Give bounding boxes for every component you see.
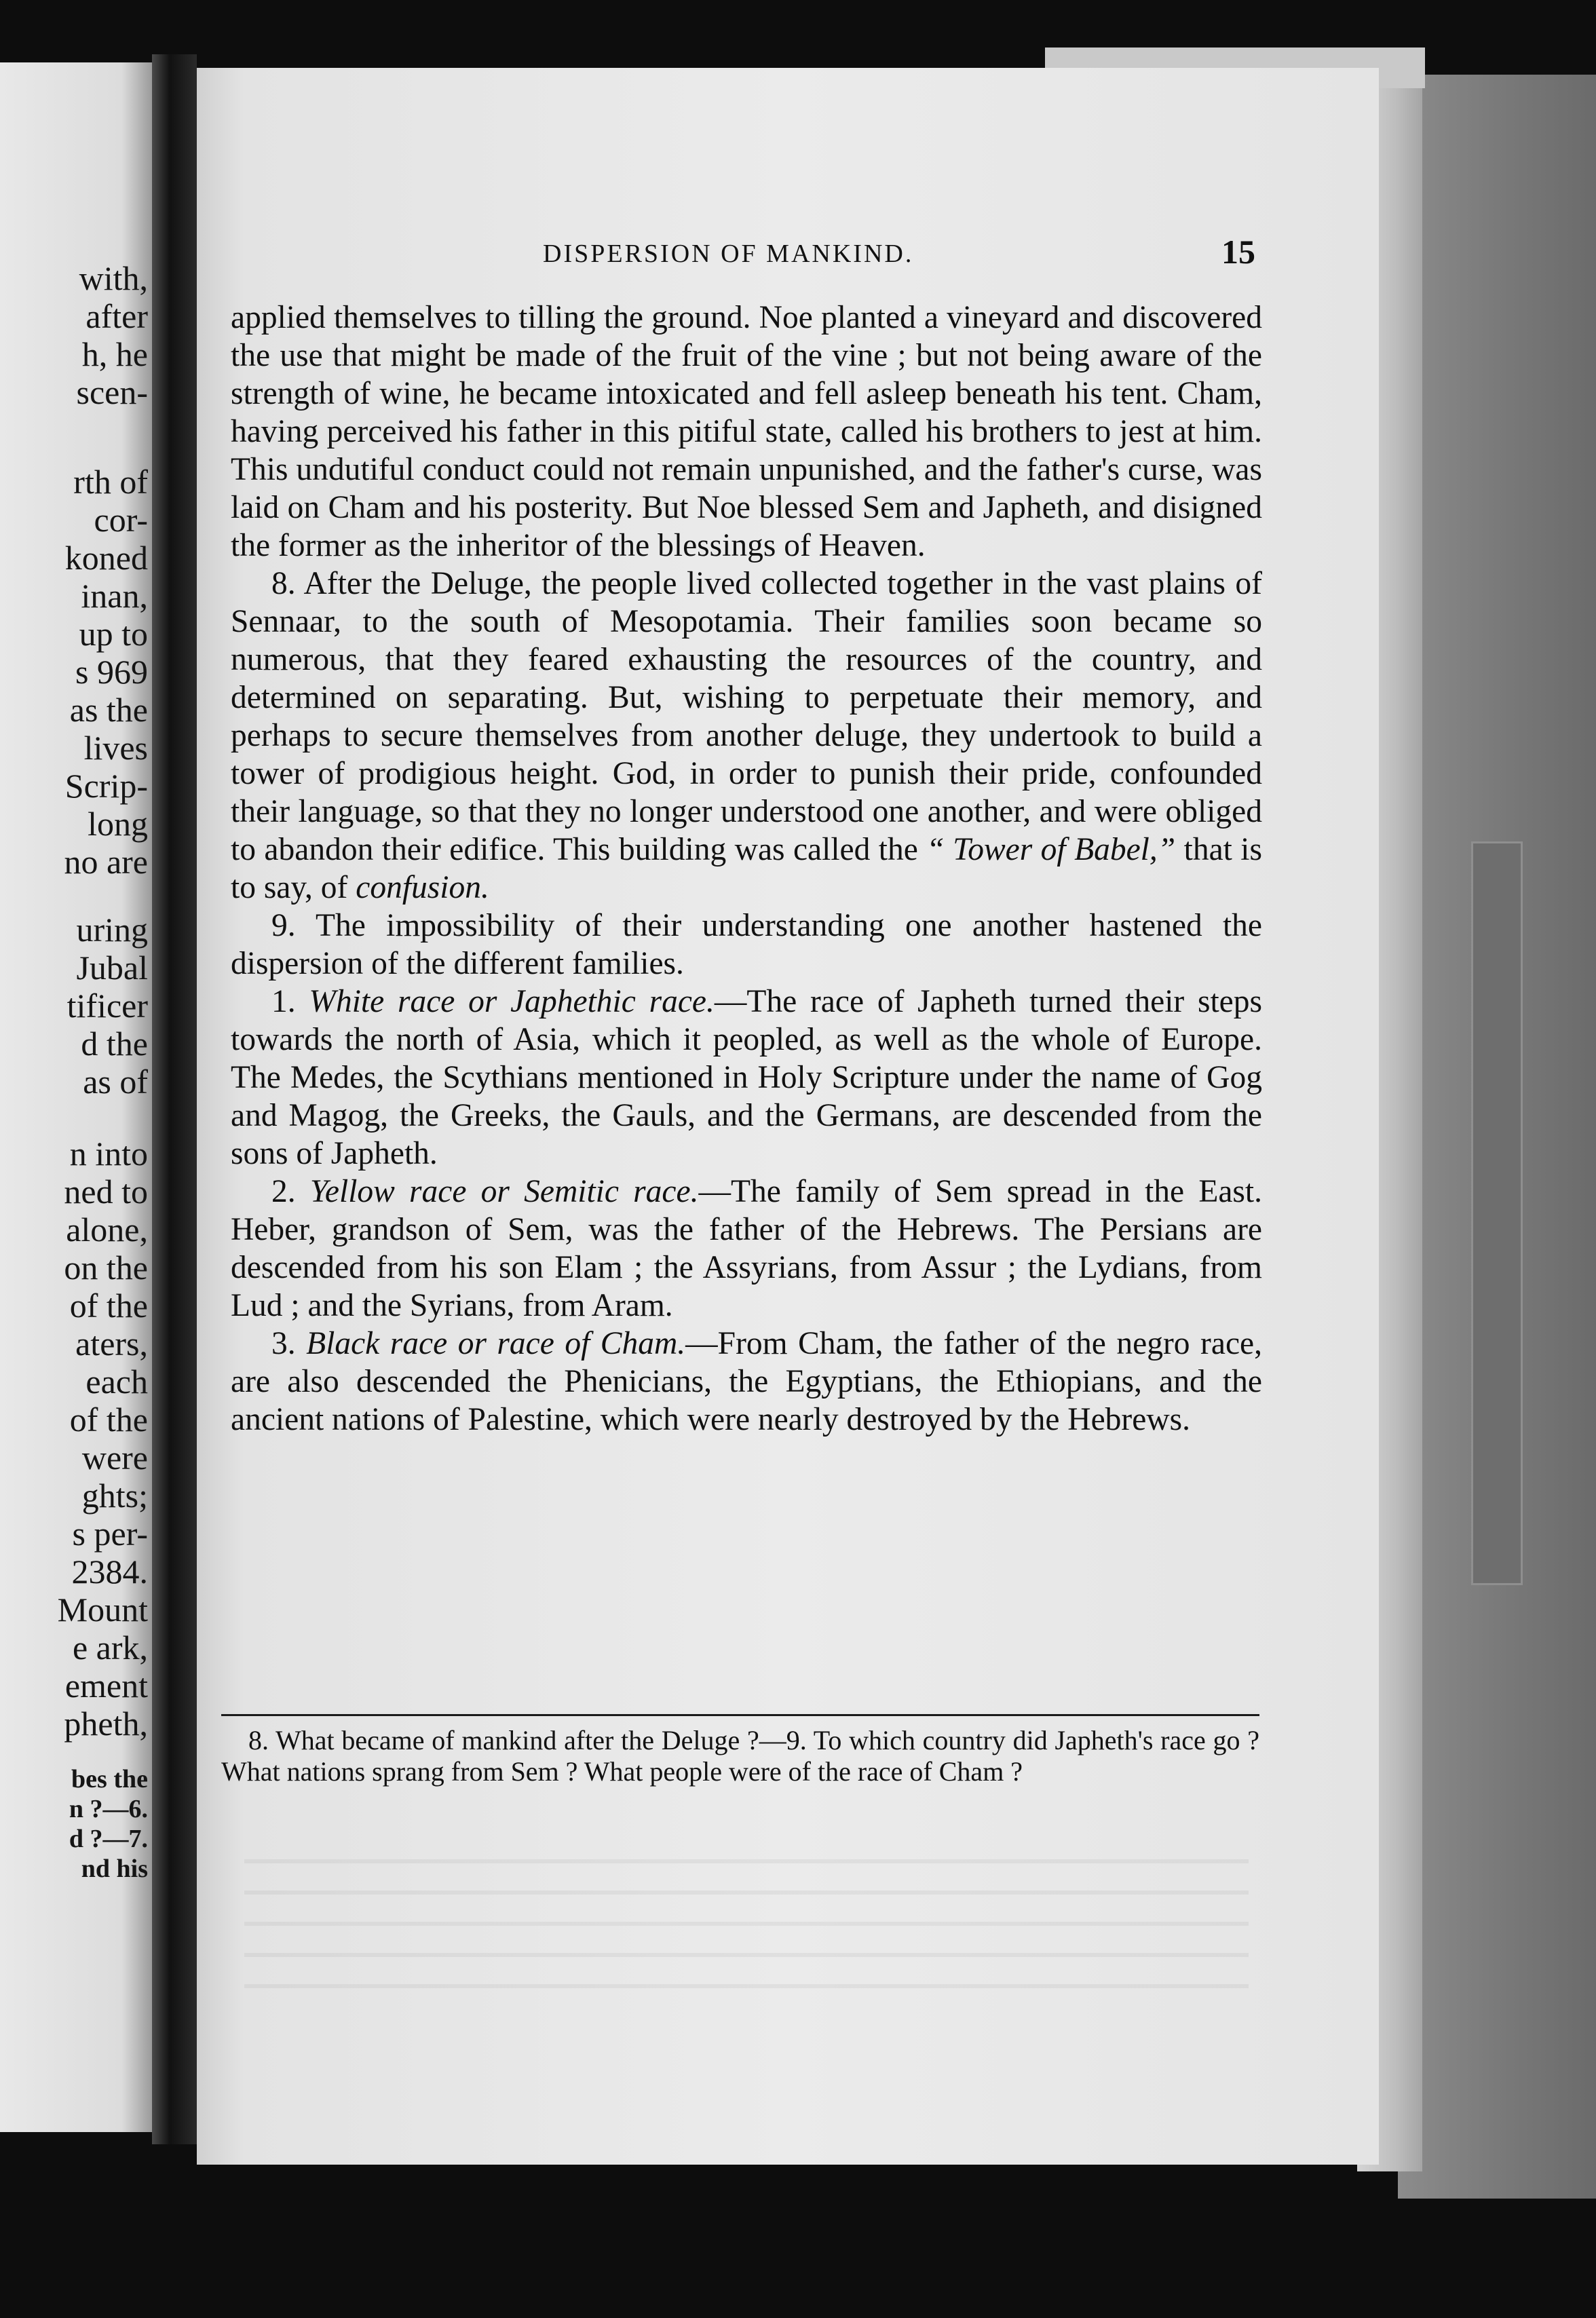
left-page-line: as of xyxy=(83,1063,148,1101)
left-page-question-line: n ?—6. xyxy=(69,1795,148,1823)
race-1-text: —The race of Japheth turned their steps towards the north of Asia, which it peopled, as well as the whole of Europe. The Medes, the Scythians mentioned in Holy Scripture under the name of Gog and Magog, the Greeks, the Gauls, and the Germans, are descended from the sons of Japheth. xyxy=(231,984,1262,1171)
left-page-line: cor- xyxy=(94,501,148,539)
left-page-fragment xyxy=(0,62,152,2132)
left-page-line: long xyxy=(88,805,148,843)
page-number: 15 xyxy=(1221,233,1255,271)
paragraph-8-text: 8. After the Deluge, the people lived collected together in the vast plains of Sennaar, to the south of Mesopotamia. Their families soon became so numerous, that they feared exhausting the resources of the country, and determined on separating. But, wishing to perpetuate their memory, and perhaps to secure themselves from another deluge, they undertook to build a tower of prodigious height. God, in order to punish their pride, confounded their language, so that they no longer understood one another, and were obliged to abandon their edifice. This building was called the xyxy=(231,566,1262,867)
library-stamp xyxy=(1471,841,1523,1585)
paragraph-9: 9. The impossibility of their understanding one another hastened the dispersion of the different families. xyxy=(231,908,1262,981)
left-page-line: Scrip- xyxy=(64,767,148,805)
left-page-line: of the xyxy=(69,1401,148,1439)
left-page-line: aters, xyxy=(75,1325,148,1363)
left-page-line: Mount xyxy=(57,1591,148,1629)
left-page-line: uring xyxy=(76,911,148,949)
left-page-line: each xyxy=(86,1363,148,1401)
race-1-number: 1. xyxy=(271,984,296,1019)
left-page-line: alone, xyxy=(66,1211,148,1249)
left-page-line: koned xyxy=(64,539,148,577)
tower-of-babel: “ Tower of Babel,” xyxy=(926,832,1176,867)
left-page-line: e ark, xyxy=(72,1629,148,1667)
left-page-question-line: bes the xyxy=(71,1765,148,1793)
race-2-text: —The family of Sem spread in the East. Heber, grandson of Sem, was the father of the Hebrews. The Persians are descended from his son Elam ; the Assyrians, from Assur ; the Lydians, from Lud ; and the Syrians, from Aram. xyxy=(231,1174,1262,1323)
paragraph-continued: applied themselves to tilling the ground. Noe planted a vineyard and discovered the use that might be made of the fruit of the vine ; but not being aware of the strength of wine, he became intoxicated and fell asleep beneath his tent. Cham, having perceived his father in this pitiful state, called his brothers to jest at him. This undutiful conduct could not remain unpunished, and the father's curse, was laid on Cham and his posterity. But Noe blessed Sem and Japheth, and disigned the former as the inheritor of the blessings of Heaven. xyxy=(231,300,1262,563)
body-text xyxy=(231,299,1262,1439)
footnote-rule xyxy=(221,1714,1259,1716)
questions-text: 8. What became of mankind after the Deluge ?—9. To which country did Japheth's race go ? What nations sprang from Sem ? What people were of the race of Cham ? xyxy=(221,1725,1259,1787)
left-page-line: on the xyxy=(64,1249,148,1287)
race-2-number: 2. xyxy=(271,1174,296,1209)
race-3-text: —From Cham, the father of the negro race, are also descended the Phenicians, the Egyptians, the Ethiopians, and the ancient nations of Palestine, which were nearly destroyed by the Hebrews. xyxy=(231,1326,1262,1437)
left-page-line: scen- xyxy=(76,373,148,411)
race-3-title: Black race or race of Cham. xyxy=(306,1326,686,1361)
left-page-line: no are xyxy=(64,843,148,881)
race-1 xyxy=(231,983,1262,1173)
left-page-line: s per- xyxy=(72,1515,148,1553)
left-page-line: ement xyxy=(64,1667,148,1705)
left-page-line: tificer xyxy=(66,987,148,1025)
left-page-line: d the xyxy=(81,1025,148,1063)
race-2-title: Yellow race or Semitic race. xyxy=(309,1174,699,1209)
left-page-line: ned to xyxy=(64,1173,148,1211)
left-page-line: 2384. xyxy=(71,1553,148,1591)
race-1-title: White race or Japhethic race. xyxy=(309,984,715,1019)
race-3 xyxy=(231,1325,1262,1439)
left-page-line: Jubal xyxy=(76,949,148,987)
left-page-line: lives xyxy=(83,729,148,767)
left-page-line: after xyxy=(86,297,148,335)
left-page-line: up to xyxy=(79,615,148,653)
book-gutter xyxy=(152,54,197,2144)
left-page-line: were xyxy=(81,1439,148,1477)
left-page-line: inan, xyxy=(81,577,148,615)
confusion-word: confusion. xyxy=(356,870,489,905)
left-page-line: ghts; xyxy=(81,1477,148,1515)
left-page-line: pheth, xyxy=(64,1705,148,1743)
bleed-through-text xyxy=(244,1832,1249,2002)
race-3-number: 3. xyxy=(271,1326,296,1361)
left-page-line: rth of xyxy=(73,463,148,501)
left-page-line: s 969 xyxy=(75,653,148,691)
left-page-line: with, xyxy=(79,259,148,297)
paragraph-8 xyxy=(231,565,1262,907)
running-header: DISPERSION OF MANKIND. xyxy=(543,240,914,268)
paragraph-8-mid: that is to say, of xyxy=(231,832,1262,905)
left-page-question-line: d ?—7. xyxy=(69,1825,148,1853)
race-2 xyxy=(231,1173,1262,1325)
left-page-line: of the xyxy=(69,1287,148,1325)
left-page-line: n into xyxy=(69,1135,148,1173)
left-page-line: as the xyxy=(69,691,148,729)
left-page-question-line: nd his xyxy=(81,1855,148,1883)
left-page-line: h, he xyxy=(81,335,148,373)
review-questions xyxy=(221,1725,1259,1787)
